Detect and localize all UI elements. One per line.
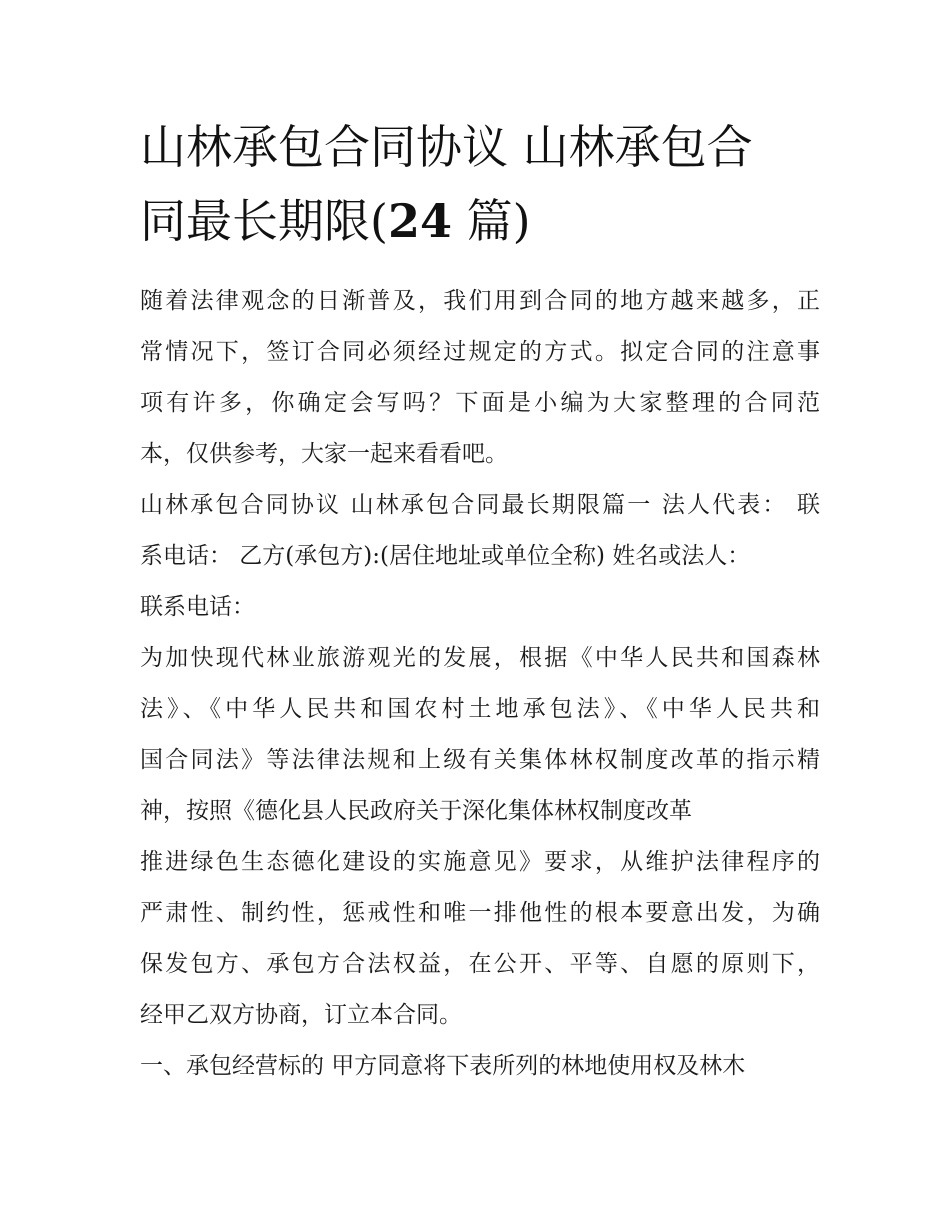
parties-line-1: 山林承包合同协议 山林承包合同最长期限篇一 法人代表： 联: [140, 492, 820, 518]
title-part-2: 同最长期限(: [140, 194, 388, 248]
basis-line-7: 保发包方、承包方合法权益，在公开、平等、自愿的原则下，: [140, 951, 820, 977]
section-one-line: 一、承包经营标的 甲方同意将下表所列的林地使用权及林木: [140, 1053, 746, 1079]
basis-line-3: 国合同法》等法律法规和上级有关集体林权制度改革的指示精: [140, 747, 820, 773]
basis-line-1: 为加快现代林业旅游观光的发展，根据《中华人民共和国森林: [140, 645, 820, 671]
document-title: [140, 110, 820, 258]
basis-line-8: 经甲乙双方协商，订立本合同。: [140, 1002, 462, 1028]
parties-line-3: 联系电话：: [140, 594, 255, 620]
intro-line-4: 本，仅供参考，大家一起来看看吧。: [140, 441, 508, 467]
title-part-3: 篇): [451, 194, 531, 248]
intro-line-2: 常情况下，签订合同必须经过规定的方式。拟定合同的注意事: [140, 339, 820, 365]
basis-line-5: 推进绿色生态德化建设的实施意见》要求，从维护法律程序的: [140, 849, 820, 875]
title-part-1: 山林承包合同协议 山林承包合: [140, 120, 753, 174]
basis-line-2: 法》、《中华人民共和国农村土地承包法》、《中华人民共和: [140, 696, 820, 722]
intro-line-1: 随着法律观念的日渐普及，我们用到合同的地方越来越多，正: [140, 288, 820, 314]
intro-line-3: 项有许多，你确定会写吗？下面是小编为大家整理的合同范: [140, 390, 820, 416]
basis-line-4: 神，按照《德化县人民政府关于深化集体林权制度改革: [140, 798, 692, 824]
basis-line-6: 严肃性、制约性，惩戒性和唯一排他性的根本要意出发，为确: [140, 900, 820, 926]
title-number: 24: [387, 194, 452, 248]
parties-line-2: 系电话： 乙方(承包方):(居住地址或单位全称) 姓名或法人：: [140, 543, 751, 569]
